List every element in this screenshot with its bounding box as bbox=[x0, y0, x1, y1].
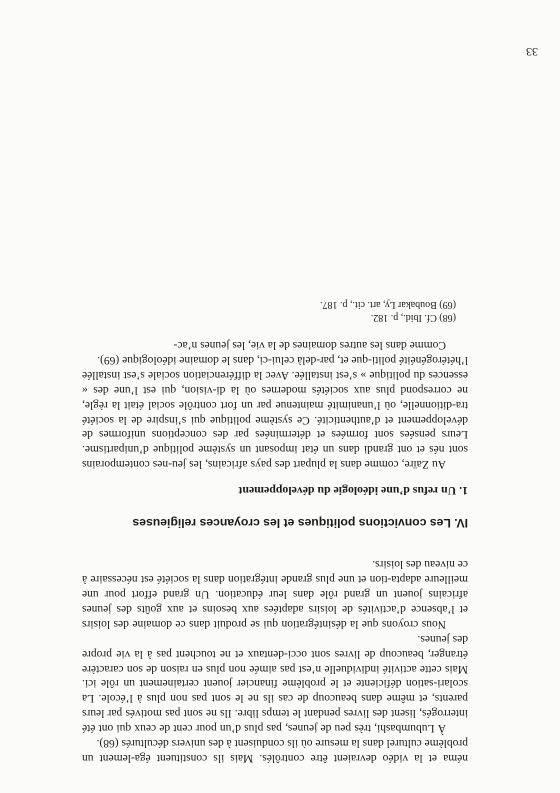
footnote: (69) Boubakar Ly, art. cit., p. 187. bbox=[320, 298, 456, 310]
page-number: 33 bbox=[526, 45, 538, 59]
subsection-heading: 1. Un refus d’une idéologie du développement bbox=[238, 484, 468, 499]
page-body bbox=[82, 296, 468, 765]
body-text-top bbox=[82, 556, 468, 765]
paragraph: Au Zaïre, comme dans la plupart des pays africains, les jeu-nes contemporains sont nés et ont grandi dans un état imposant un système politique d’unipartisme. Leurs pensées sont formées et déterminées par des conceptions uniformes de développement et d’authenticité. Ce système politique qui s’inspire de la société tra-ditionnelle, où l’unanimité maintenue par un fort contrôle social était la règle, ne correspond plus aux sociétés modernes où la di-vision, qui est l’une des « essences du politique » s’est installée. Avec la différenciation sociale s’est installée l’hétérogénéité politi-que et, par-delà celui-ci, dans le domaine idéologique (69). bbox=[82, 353, 468, 471]
footnote: (68) Cf. Ibid., p. 182. bbox=[370, 312, 456, 324]
footnotes bbox=[82, 297, 468, 323]
section-heading: IV. Les convictions politiques et les croyances religieuses bbox=[132, 516, 468, 531]
paragraph: Nous croyons que la désintégration qui se produit dans ce domaine des loisirs et l’absence d’activités de loisirs adaptées aux besoins et aux goûts des jeunes africains jouent un grand rôle dans leur éducation. Un grand effort pour une meilleure adapta-tion et une plus grande intégration dans la société est nécessaire à ce niveau des loisirs. bbox=[82, 558, 468, 630]
paragraph: À Lubumbashi, très peu de jeunes, pas plus d’un pour cent de ceux qui ont été interrogés, lisent des livres pendant le temps libre. Ils ne sont pas motivés par leurs parents, et même dans beaucoup de cas ils ne le sont pas non plus à l’école. La scolari-sation déficiente et le problème financier jouent certainement un rôle ici. Mais cette activité individuelle n’est pas aimée non plus en raison de son caractère étranger, beaucoup de livres sont occi-dentaux et ne touchent pas à la vie propre des jeunes. bbox=[82, 632, 468, 735]
paragraph: néma et la vidéo devraient être contrôlés. Mais ils constituent éga-lement un problème culturel dans la mesure où ils conduisent à des univers déculturés (68). bbox=[82, 737, 468, 764]
body-text-bottom bbox=[82, 337, 468, 471]
paragraph: Comme dans les autres domaines de la vie, les jeunes n’ac- bbox=[173, 339, 446, 352]
